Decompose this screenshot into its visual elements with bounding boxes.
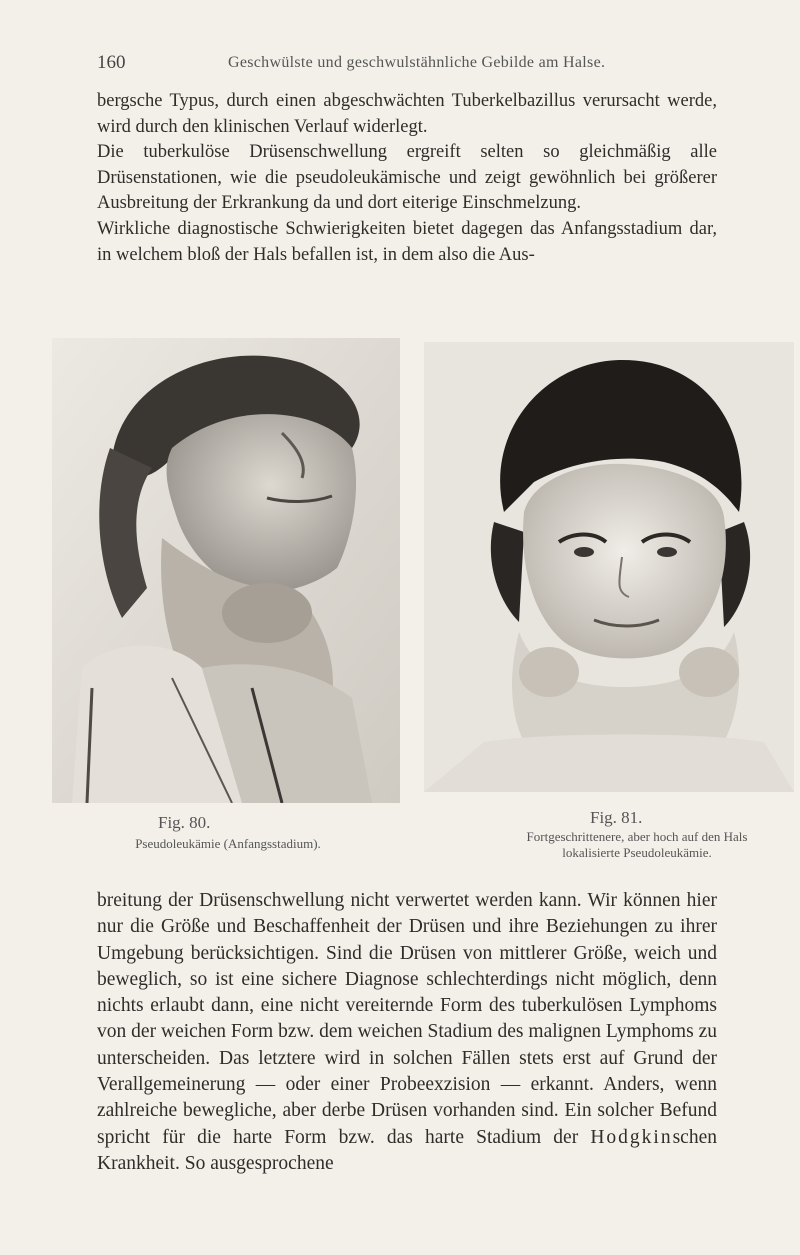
figure-81-number: Fig. 81. (590, 808, 643, 827)
figure-80-photo (52, 338, 400, 803)
running-title: Geschwülste und geschwulstähnliche Gebilde am Halse. (228, 54, 606, 71)
paragraph-2: Die tuberkulöse Drüsenschwellung ergreift selten so gleichmäßig alle Drüsenstationen, wie die pseudoleukämische und zeigt gewöhnlich bei größerer Ausbreitung der Erkrankung da und dort eiterige Einschmelzung. (97, 142, 717, 213)
paragraph-4-text-end: schen Krankheit. So ausgesprochene (97, 1126, 717, 1174)
figure-80-illustration (52, 338, 400, 803)
figure-81-illustration (424, 342, 794, 792)
hodgkin-name: Hodgkin (590, 1126, 673, 1148)
paragraph-3: Wirkliche diagnostische Schwierigkeiten bietet dagegen das Anfangsstadium dar, in welchem bloß der Hals befallen ist, in dem also die Aus- (97, 219, 717, 265)
figure-81-caption-line-1: Fortgeschrittenere, aber hoch auf den Hals (526, 829, 748, 844)
figure-81-caption (474, 829, 800, 861)
paragraph-4-text-start: breitung der Drüsenschwellung nicht verwertet werden kann. Wir können hier nur die Größe und Beschaffenheit der Drüsen und ihre Beziehungen zu ihrer Umgebung berücksichtigen. Sind die Drüsen von mittlerer Größe, weich und beweglich, so ist eine sichere Diagnose schlechterdings nicht möglich, denn nichts erlaubt dann, eine nicht vereiternde Form des tuberkulösen Lymphoms von der weichen Form bzw. dem weichen Stadium des malignen Lymphoms zu unterscheiden. Das letztere wird in solchen Fällen stets erst auf Grund der Verallgemeinerung — oder einer Probeexzision — erkannt. Anders, wenn zahlreiche bewegliche, aber derbe Drüsen vorhanden sind. Ein solcher Befund spricht für die harte Form bzw. das harte Stadium der (97, 890, 717, 1148)
page-number: 160 (97, 52, 126, 73)
figure-80-number: Fig. 80. (158, 813, 211, 832)
figure-81-photo (424, 342, 794, 792)
paragraph-1: bergsche Typus, durch einen abgeschwächten Tuberkelbazillus verursacht werde, wird durch den klinischen Verlauf widerlegt. (97, 91, 717, 137)
figure-81-caption-line-2: lokalisierte Pseudoleukämie. (562, 845, 712, 860)
figure-80-caption: Pseudoleukämie (Anfangsstadium). (135, 836, 321, 851)
page-header (97, 52, 707, 76)
paragraph-4 (97, 888, 717, 1177)
